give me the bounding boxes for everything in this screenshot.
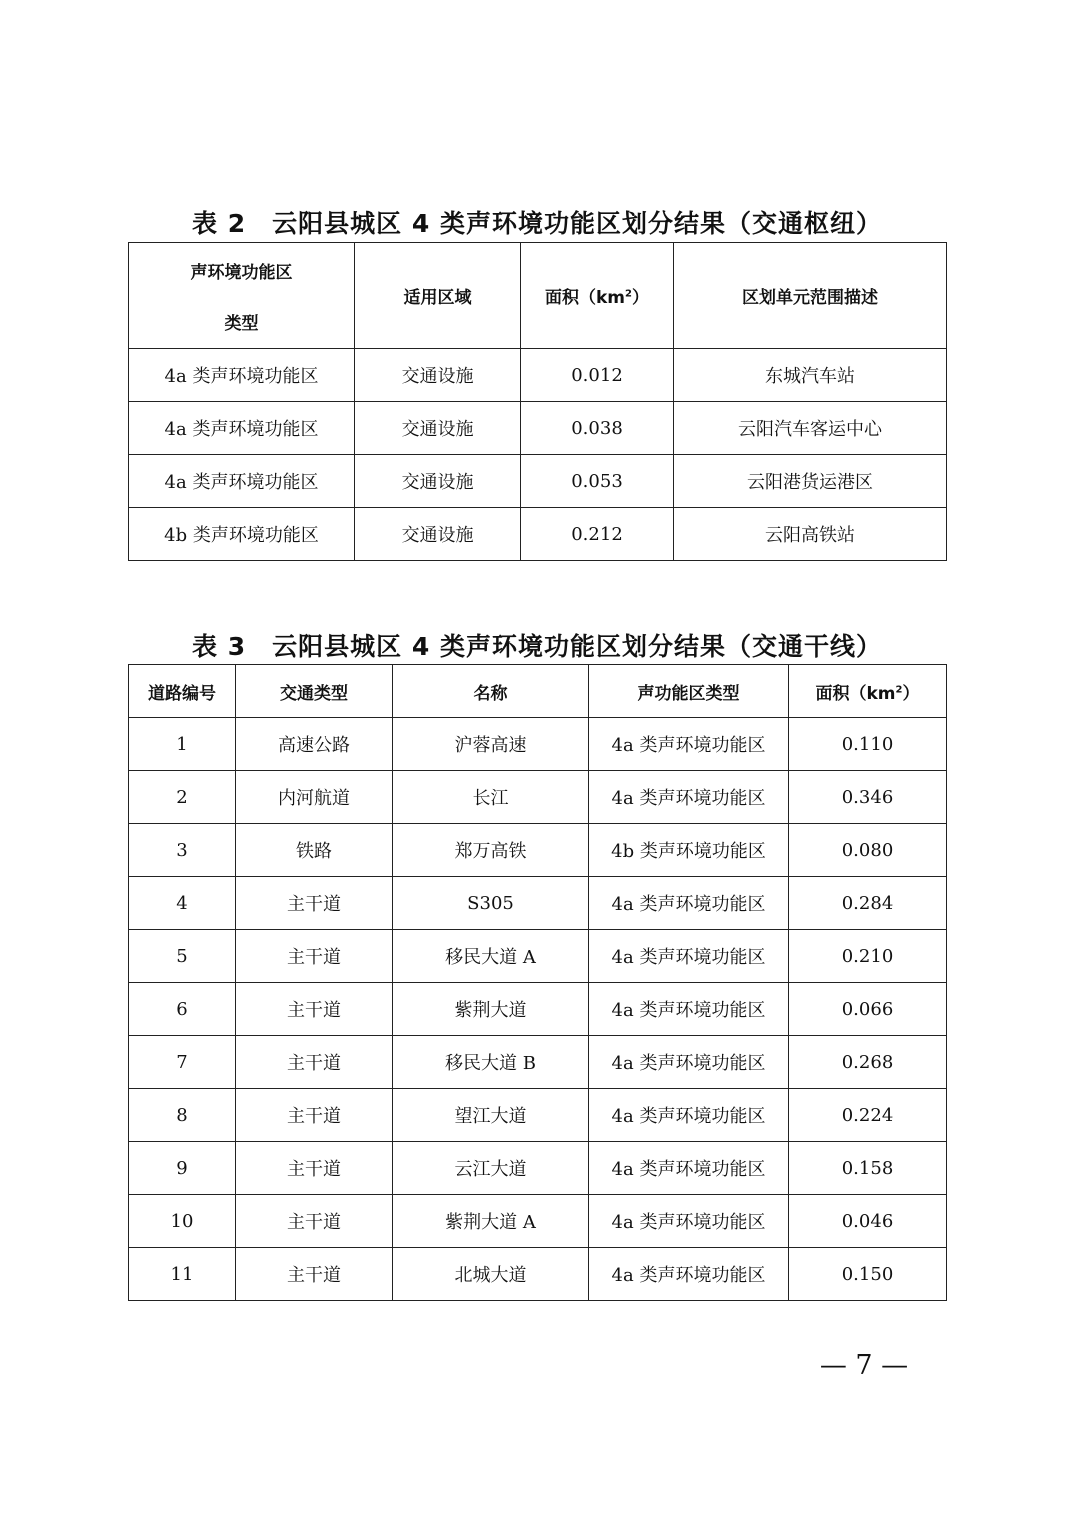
cell-name: 移民大道 B xyxy=(393,1036,589,1089)
page-number: — 7 — xyxy=(819,1350,909,1381)
cell-applicable-area: 交通设施 xyxy=(355,349,521,402)
cell-description: 云阳港货运港区 xyxy=(674,455,947,508)
cell-applicable-area: 交通设施 xyxy=(355,508,521,561)
cell-name: 紫荆大道 A xyxy=(393,1195,589,1248)
cell-zone-type: 4a 类声环境功能区 xyxy=(589,983,789,1036)
cell-area-size: 0.346 xyxy=(789,771,947,824)
cell-traffic-type: 主干道 xyxy=(236,930,393,983)
cell-name: 紫荆大道 xyxy=(393,983,589,1036)
header-zone-type xyxy=(129,243,355,349)
header-road-number: 道路编号 xyxy=(129,665,236,718)
cell-area-size: 0.210 xyxy=(789,930,947,983)
header-area-size: 面积$(km^2)$ xyxy=(521,243,674,349)
cell-traffic-type: 主干道 xyxy=(236,877,393,930)
header-area-size: 面积$(km^2)$ xyxy=(789,665,947,718)
cell-traffic-type: 内河航道 xyxy=(236,771,393,824)
cell-zone-type: 4a 类声环境功能区 xyxy=(589,718,789,771)
cell-area-size: 0.066 xyxy=(789,983,947,1036)
cell-area-size: 0.080 xyxy=(789,824,947,877)
cell-zone-type: 4a 类声环境功能区 xyxy=(129,455,355,508)
cell-applicable-area: 交通设施 xyxy=(355,455,521,508)
cell-area-size: 0.012 xyxy=(521,349,674,402)
header-zone-type-line1: 声环境功能区 xyxy=(190,262,293,283)
header-zone-type-line2: 类型 xyxy=(224,313,259,334)
header-unit-description: 区划单元范围描述 xyxy=(674,243,947,349)
table-row xyxy=(129,824,947,877)
table-row xyxy=(129,930,947,983)
table3-caption: 表 3 云阳县城区 4 类声环境功能区划分结果（交通干线） xyxy=(192,632,882,661)
table-row xyxy=(129,983,947,1036)
cell-traffic-type: 高速公路 xyxy=(236,718,393,771)
cell-zone-type: 4a 类声环境功能区 xyxy=(589,1036,789,1089)
table-row xyxy=(129,508,947,561)
cell-description: 云阳高铁站 xyxy=(674,508,947,561)
table-row xyxy=(129,718,947,771)
cell-zone-type: 4a 类声环境功能区 xyxy=(589,1142,789,1195)
cell-road-number: 10 xyxy=(129,1195,236,1248)
table-row xyxy=(129,1248,947,1301)
cell-traffic-type: 主干道 xyxy=(236,1036,393,1089)
cell-zone-type: 4b 类声环境功能区 xyxy=(129,508,355,561)
table-row xyxy=(129,877,947,930)
cell-zone-type: 4a 类声环境功能区 xyxy=(589,930,789,983)
cell-traffic-type: 主干道 xyxy=(236,1195,393,1248)
table-row xyxy=(129,402,947,455)
cell-name: 北城大道 xyxy=(393,1248,589,1301)
table-row xyxy=(129,1036,947,1089)
cell-road-number: 9 xyxy=(129,1142,236,1195)
cell-area-size: 0.224 xyxy=(789,1089,947,1142)
cell-applicable-area: 交通设施 xyxy=(355,402,521,455)
cell-area-size: 0.038 xyxy=(521,402,674,455)
cell-road-number: 3 xyxy=(129,824,236,877)
header-applicable-area: 适用区域 xyxy=(355,243,521,349)
table2-traffic-hubs xyxy=(128,242,947,561)
cell-road-number: 5 xyxy=(129,930,236,983)
cell-name: 移民大道 A xyxy=(393,930,589,983)
cell-area-size: 0.158 xyxy=(789,1142,947,1195)
cell-zone-type: 4a 类声环境功能区 xyxy=(129,402,355,455)
table-row xyxy=(129,1195,947,1248)
cell-name: 长江 xyxy=(393,771,589,824)
cell-road-number: 7 xyxy=(129,1036,236,1089)
table3-header-row xyxy=(129,665,947,718)
table-row xyxy=(129,771,947,824)
cell-name: 望江大道 xyxy=(393,1089,589,1142)
table2-header-row xyxy=(129,243,947,349)
cell-traffic-type: 主干道 xyxy=(236,1142,393,1195)
cell-zone-type: 4a 类声环境功能区 xyxy=(589,771,789,824)
table-row xyxy=(129,349,947,402)
cell-name: 云江大道 xyxy=(393,1142,589,1195)
table-row xyxy=(129,455,947,508)
table3-traffic-lines xyxy=(128,664,947,1301)
table-row xyxy=(129,1089,947,1142)
cell-area-size: 0.284 xyxy=(789,877,947,930)
cell-name: 沪蓉高速 xyxy=(393,718,589,771)
cell-zone-type: 4a 类声环境功能区 xyxy=(589,1195,789,1248)
cell-road-number: 6 xyxy=(129,983,236,1036)
cell-road-number: 8 xyxy=(129,1089,236,1142)
cell-area-size: 0.110 xyxy=(789,718,947,771)
cell-area-size: 0.053 xyxy=(521,455,674,508)
cell-road-number: 1 xyxy=(129,718,236,771)
cell-area-size: 0.046 xyxy=(789,1195,947,1248)
table-row xyxy=(129,1142,947,1195)
cell-name: S305 xyxy=(393,877,589,930)
cell-traffic-type: 主干道 xyxy=(236,983,393,1036)
cell-area-size: 0.212 xyxy=(521,508,674,561)
cell-area-size: 0.268 xyxy=(789,1036,947,1089)
cell-road-number: 2 xyxy=(129,771,236,824)
cell-road-number: 11 xyxy=(129,1248,236,1301)
cell-description: 云阳汽车客运中心 xyxy=(674,402,947,455)
header-name: 名称 xyxy=(393,665,589,718)
cell-description: 东城汽车站 xyxy=(674,349,947,402)
header-traffic-type: 交通类型 xyxy=(236,665,393,718)
cell-traffic-type: 铁路 xyxy=(236,824,393,877)
table2-caption: 表 2 云阳县城区 4 类声环境功能区划分结果（交通枢纽） xyxy=(192,209,882,238)
header-zone-type: 声功能区类型 xyxy=(589,665,789,718)
cell-zone-type: 4a 类声环境功能区 xyxy=(589,1089,789,1142)
cell-zone-type: 4a 类声环境功能区 xyxy=(129,349,355,402)
cell-area-size: 0.150 xyxy=(789,1248,947,1301)
cell-name: 郑万高铁 xyxy=(393,824,589,877)
cell-traffic-type: 主干道 xyxy=(236,1089,393,1142)
cell-road-number: 4 xyxy=(129,877,236,930)
cell-zone-type: 4b 类声环境功能区 xyxy=(589,824,789,877)
cell-zone-type: 4a 类声环境功能区 xyxy=(589,1248,789,1301)
cell-zone-type: 4a 类声环境功能区 xyxy=(589,877,789,930)
cell-traffic-type: 主干道 xyxy=(236,1248,393,1301)
